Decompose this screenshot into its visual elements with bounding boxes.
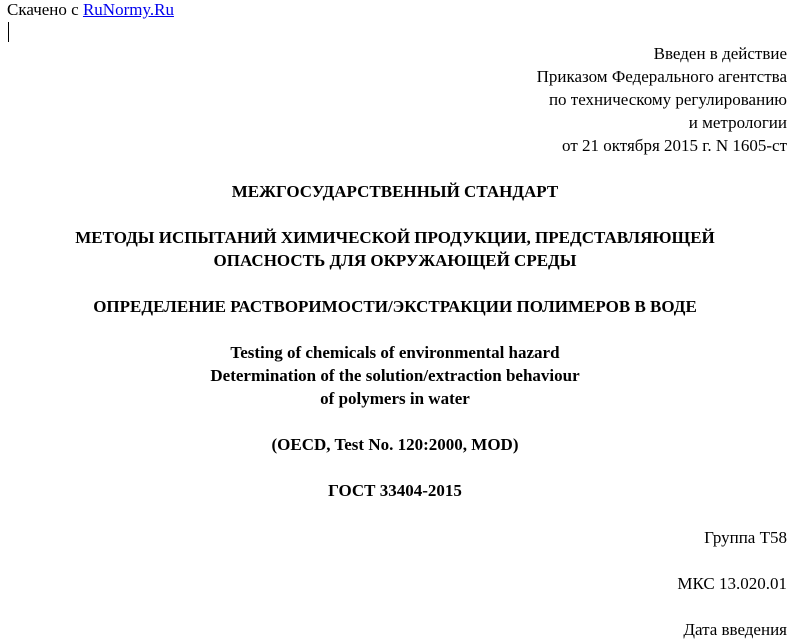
title-en-line: of polymers in water bbox=[320, 389, 470, 408]
subtitle-ru: ОПРЕДЕЛЕНИЕ РАСТВОРИМОСТИ/ЭКСТРАКЦИИ ПОЛИМЕРОВ В ВОДЕ bbox=[93, 297, 697, 316]
enactment-line: по техническому регулированию bbox=[548, 90, 787, 109]
enactment-block bbox=[537, 42, 787, 157]
title-en bbox=[0, 341, 790, 410]
title-ru-line: ОПАСНОСТЬ ДЛЯ ОКРУЖАЮЩЕЙ СРЕДЫ bbox=[213, 251, 577, 270]
enactment-line: и метрологии bbox=[688, 113, 787, 132]
text-cursor bbox=[8, 22, 9, 42]
mks-code: МКС 13.020.01 bbox=[677, 574, 787, 593]
title-en-line: Determination of the solution/extraction behaviour bbox=[210, 366, 580, 385]
enactment-line: от 21 октября 2015 г. N 1605-ст bbox=[562, 136, 787, 155]
title-ru bbox=[0, 226, 790, 272]
standard-code: ГОСТ 33404-2015 bbox=[328, 481, 462, 500]
intro-date-label: Дата введения bbox=[683, 620, 787, 639]
runormy-link[interactable]: RuNormy.Ru bbox=[82, 0, 174, 19]
standard-type: МЕЖГОСУДАРСТВЕННЫЙ СТАНДАРТ bbox=[231, 182, 559, 201]
title-ru-line: МЕТОДЫ ИСПЫТАНИЙ ХИМИЧЕСКОЙ ПРОДУКЦИИ, ПРЕДСТАВЛЯЮЩЕЙ bbox=[75, 228, 715, 247]
group-code: Группа Т58 bbox=[704, 528, 787, 547]
oecd-reference: (OECD, Test No. 120:2000, MOD) bbox=[271, 435, 519, 454]
download-source-prefix: Скачено с bbox=[7, 0, 79, 19]
title-en-line: Testing of chemicals of environmental hazard bbox=[230, 343, 560, 362]
enactment-line: Введен в действие bbox=[653, 44, 787, 63]
download-source-line bbox=[7, 0, 174, 20]
enactment-line: Приказом Федерального агентства bbox=[536, 67, 787, 86]
